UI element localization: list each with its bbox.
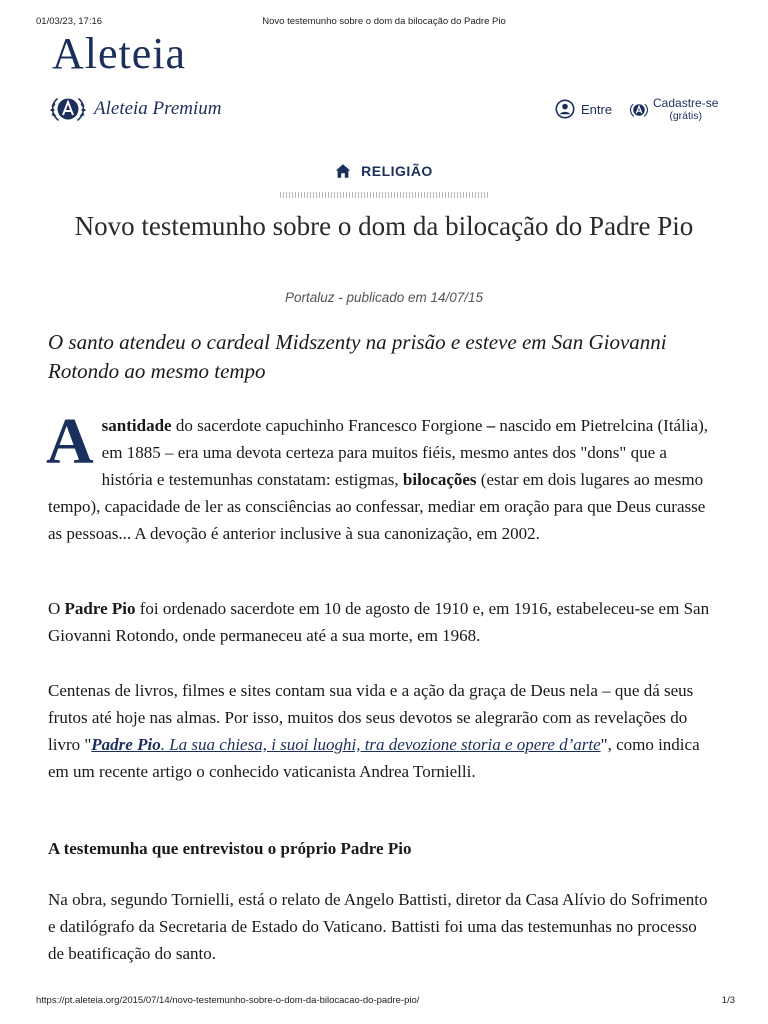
laurel-badge-icon [628, 99, 650, 121]
book-link-rest: . La sua chiesa, i suoi luoghi, tra devozione storia e opere d’arte [160, 735, 601, 754]
premium-label: Aleteia Premium [94, 98, 222, 119]
p1-text-1: do sacerdote capuchinho Francesco Forgione [171, 416, 487, 435]
section-subheading: A testemunha que entrevistou o próprio Padre Pio [48, 839, 412, 858]
article-byline: Portaluz - publicado em 14/07/15 [284, 290, 484, 305]
bold-santidade: santidade [101, 416, 172, 435]
paragraph-3 [48, 677, 716, 785]
category-label: RELIGIÃO [361, 163, 433, 179]
paragraph-5: Na obra, segundo Tornielli, está o relato de Angelo Battisti, diretor da Casa Alívio do Sofrimento e datilógrafo da Secretaria de Estado do Vaticano. Battisti foi uma das testemunhas no processo de beatificação do santo. [48, 890, 708, 963]
p1-text-3: (estar em dois lugares ao mesmo tempo), capacidade de ler as consciências ao confessar, mediar em oração para que Deus curasse as pessoas... A devoção é anterior inclusive à sua canonização, em 2002. [48, 470, 706, 543]
paragraph-1 [46, 405, 716, 547]
site-logo[interactable]: Aleteia [52, 29, 187, 78]
p2-post: foi ordenado sacerdote em 10 de agosto de 1910 e, em 1916, estabeleceu-se em San Giovanni Rotondo, onde permaneceu até a sua morte, em 1968. [48, 599, 710, 645]
print-doc-title: Novo testemunho sobre o dom da bilocação do Padre Pio [262, 16, 506, 27]
print-url: https://pt.aleteia.org/2015/07/14/novo-testemunho-sobre-o-dom-da-bilocacao-do-padre-pio/ [36, 995, 420, 1006]
p3-pre: Centenas de livros, filmes e sites contam sua vida e a ação da graça de Deus nela – que dá seus frutos até hoje nas almas. Por isso, muitos dos seus devotos se alegrarão com as revelações do livro " [48, 681, 694, 754]
category-divider [280, 192, 488, 198]
home-icon [335, 163, 351, 179]
paragraph-2 [48, 595, 716, 649]
bold-padre-pio: Padre Pio [64, 599, 136, 618]
bold-bilocacoes: bilocações [402, 470, 477, 489]
p1-text-2: nascido em Pietrelcina (Itália), em 1885 – era uma devota certeza para muitos fiéis, mesmo antes dos "dons" que a história e testemunhas constatam: estigmas, [101, 416, 709, 489]
register-button[interactable] [628, 95, 718, 125]
login-button[interactable] [555, 99, 612, 119]
category-link[interactable] [0, 163, 768, 179]
register-sublabel: (grátis) [669, 110, 703, 122]
print-footer [0, 995, 768, 1009]
register-label: Cadastre-se [653, 96, 719, 110]
article-lead: O santo atendeu o cardeal Midszenty na prisão e esteve em San Giovanni Rotondo ao mesmo tempo [48, 330, 667, 383]
article-title: Novo testemunho sobre o dom da bilocação do Padre Pio [74, 211, 694, 241]
print-page-number: 1/3 [721, 995, 735, 1006]
laurel-badge-icon [48, 93, 88, 125]
p1-dash: – [486, 416, 496, 435]
book-title-link[interactable] [91, 735, 600, 754]
print-datetime: 01/03/23, 17:16 [36, 16, 103, 27]
p2-pre: O [48, 599, 65, 618]
premium-link[interactable] [48, 93, 222, 125]
login-label: Entre [581, 101, 613, 117]
drop-cap: A [46, 405, 94, 478]
register-text [653, 97, 718, 123]
book-link-bold: Padre Pio [91, 735, 161, 754]
user-circle-icon [555, 99, 575, 119]
p3-post: ", como indica em um recente artigo o conhecido vaticanista Andrea Tornielli. [48, 735, 700, 781]
